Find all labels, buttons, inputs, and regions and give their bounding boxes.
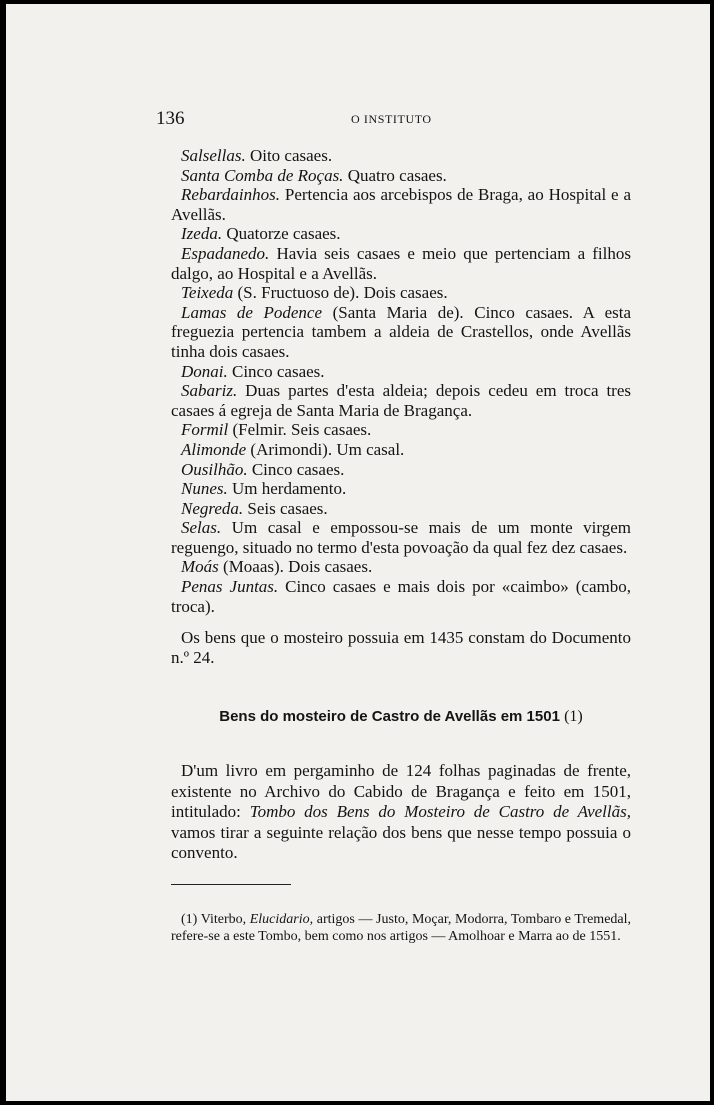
entry-negreda bbox=[171, 499, 631, 519]
entry-text: Quatro casaes. bbox=[343, 165, 447, 185]
place-name: Nunes. bbox=[181, 479, 228, 499]
place-name: Penas Juntas. bbox=[181, 577, 279, 597]
page-header bbox=[156, 108, 638, 132]
running-head: O INSTITUTO bbox=[351, 112, 432, 126]
entry-text: Oito casaes. bbox=[245, 146, 333, 165]
footnote-author: Viterbo, bbox=[200, 912, 247, 927]
entry-izeda bbox=[171, 224, 631, 244]
place-name: Izeda. bbox=[181, 224, 223, 244]
entry-formil bbox=[171, 420, 631, 440]
entry-text: Cinco casaes. bbox=[247, 459, 345, 479]
entry-rebardainhos bbox=[171, 185, 631, 224]
section-heading bbox=[171, 708, 631, 726]
intro-text-after: vamos tirar a seguinte relação dos bens que nesse tempo possuia o convento. bbox=[171, 822, 631, 862]
entry-salsellas bbox=[171, 146, 631, 166]
place-name: Sabariz. bbox=[181, 381, 238, 401]
entry-nunes bbox=[171, 479, 631, 499]
place-name: Selas. bbox=[181, 518, 222, 538]
entry-text: Quatorze casaes. bbox=[222, 224, 341, 244]
entry-text: Cinco casaes. bbox=[227, 361, 325, 381]
entry-text: (Felmir. Seis casaes. bbox=[228, 420, 372, 440]
entry-text: Duas partes d'esta aldeia; depois cedeu em troca tres casaes á egreja de Santa Maria de Bragança. bbox=[171, 381, 631, 420]
entry-text: Pertencia aos arcebispos de Braga, ao Hospital e a Avellãs. bbox=[171, 185, 631, 224]
place-name: Teixeda bbox=[181, 283, 234, 303]
entry-list bbox=[171, 146, 631, 667]
entry-alimonde bbox=[171, 440, 631, 460]
section-heading-text: Bens do mosteiro de Castro de Avellãs em 1501 bbox=[219, 708, 560, 725]
entry-donai bbox=[171, 362, 631, 382]
footnote bbox=[171, 911, 631, 945]
entry-espadanedo bbox=[171, 244, 631, 283]
entry-selas bbox=[171, 518, 631, 557]
place-name: Moás bbox=[181, 557, 219, 577]
entry-text: (S. Fructuoso de). Dois casaes. bbox=[233, 283, 448, 303]
entry-text: Seis casaes. bbox=[243, 498, 328, 518]
place-name: Ousilhão. bbox=[181, 459, 248, 479]
entry-lamas-de-podence bbox=[171, 303, 631, 362]
footnote-divider bbox=[171, 884, 291, 885]
entry-text: Um herdamento. bbox=[227, 479, 347, 499]
place-name: Negreda. bbox=[181, 498, 244, 518]
entry-ousilhao bbox=[171, 460, 631, 480]
intro-text-before: D'um livro em pergaminho de 124 folhas paginadas de frente, existente no Archivo do Cabido de Bragança e feito em 1501, intitulado: bbox=[171, 761, 631, 821]
book-title: Tombo dos Bens do Mosteiro de Castro de Avellãs, bbox=[249, 802, 631, 821]
entry-text: Havia seis casaes e meio que pertenciam a filhos dalgo, ao Hospital e a Avellãs. bbox=[171, 243, 631, 283]
place-name: Lamas de Podence bbox=[181, 302, 323, 322]
page-number: 136 bbox=[156, 108, 185, 129]
entry-santa-comba bbox=[171, 166, 631, 186]
entry-text: (Arimondi). Um casal. bbox=[246, 439, 405, 459]
place-name: Santa Comba de Roças. bbox=[181, 165, 344, 185]
closing-paragraph: Os bens que o mosteiro possuia em 1435 constam do Documento n.º 24. bbox=[171, 628, 631, 667]
book-page bbox=[6, 4, 710, 1101]
entry-text: Um casal e empossou-se mais de um monte virgem reguengo, situado no termo d'esta povoação da qual fez dez casaes. bbox=[171, 518, 631, 557]
footnote-work: Elucidario, bbox=[249, 912, 314, 927]
entry-teixeda bbox=[171, 283, 631, 303]
footnote-marker: (1) bbox=[181, 912, 198, 927]
place-name: Rebardainhos. bbox=[181, 185, 281, 205]
place-name: Formil bbox=[181, 420, 229, 440]
place-name: Salsellas. bbox=[181, 146, 246, 165]
entry-sabariz bbox=[171, 381, 631, 420]
place-name: Espadanedo. bbox=[181, 243, 270, 263]
entry-text: (Santa Maria de). Cinco casaes. A esta freguezia pertencia tambem a aldeia de Crastellos, onde Avellãs tinha dois casaes. bbox=[171, 302, 631, 361]
entry-moas bbox=[171, 557, 631, 577]
footnote-ref: (1) bbox=[564, 708, 583, 725]
entry-text: (Moaas). Dois casaes. bbox=[218, 557, 373, 577]
entry-text: Cinco casaes e mais dois por «caimbo» (cambo, troca). bbox=[171, 577, 631, 616]
footnote-text: artigos — Justo, Moçar, Modorra, Tombaro e Tremedal, refere-se a este Tombo, bem como nos artigos — Amolhoar e Marra ao de 1551. bbox=[171, 912, 632, 944]
intro-paragraph bbox=[171, 761, 631, 864]
entry-penas-juntas bbox=[171, 577, 631, 616]
place-name: Donai. bbox=[181, 361, 228, 381]
place-name: Alimonde bbox=[181, 439, 247, 459]
